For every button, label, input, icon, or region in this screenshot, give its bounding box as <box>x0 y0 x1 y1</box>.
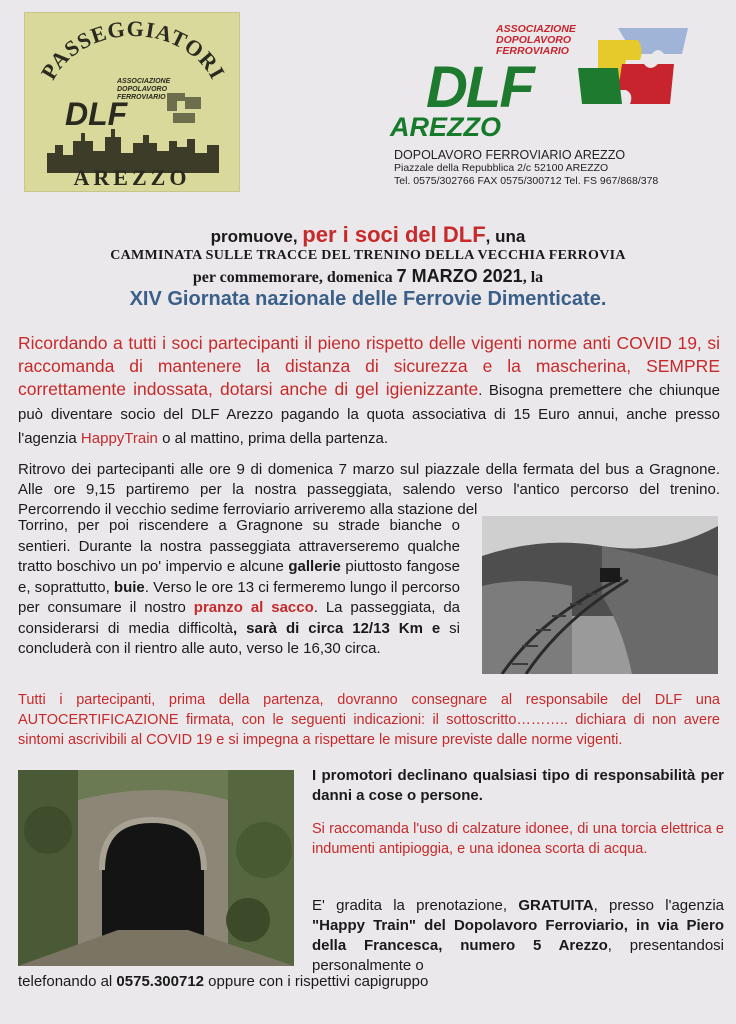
phone-number: 0575.300712 <box>116 973 205 990</box>
org-address: Piazzale della Repubblica 2/c 52100 AREZZO <box>394 162 609 174</box>
headline-line-1 <box>0 222 736 248</box>
equipment-paragraph: Si raccomanda l'uso di calzature idonee, di una torcia elettrica e indumenti antipioggia, e una idonea scorta di acqua. <box>312 821 724 857</box>
booking-agency: "Happy Train" del Dopolavoro Ferroviario, in via Piero della Francesca, numero 5 Arezzo <box>312 917 724 954</box>
walk-text-a: Torrino, per poi riscendere a Gragnone su strade bianche o sentieri. Durante la nostra passeggiata attraverseremo qualche tratto boschivo un po' impervio e alcune <box>18 517 460 575</box>
logo-right-assoc-1: ASSOCIAZIONE <box>496 23 576 35</box>
walk-gallerie: gallerie <box>288 558 341 575</box>
covid-red-text: Ricordando a tutti i soci partecipanti il pieno rispetto delle vigenti norme anti COVID 19, si raccomanda di mantenere la distanza di sicurezza e la mascherina, SEMPRE correttamente indossata, dotarsi anche di gel igienizzante <box>18 333 720 399</box>
disclaimer-paragraph: I promotori declinano qualsiasi tipo di responsabilità per danni a cose o persone. <box>312 767 724 804</box>
phone-text-b: oppure con i rispettivi capigruppo <box>204 973 429 990</box>
headline-una: , una <box>485 227 526 246</box>
headline-date: 7 MARZO 2021 <box>396 266 523 286</box>
logo-passeggiatori <box>24 12 240 192</box>
logo-left-city: AREZZO <box>73 165 191 190</box>
booking-gratuita: GRATUITA <box>518 897 594 914</box>
logo-right-assoc-3: FERROVIARIO <box>496 45 569 57</box>
phone-text-a: telefonando al <box>18 973 117 990</box>
puzzle-icon <box>167 93 201 123</box>
headline-soci: per i soci del DLF <box>302 222 486 247</box>
walk-paragraph <box>18 516 460 660</box>
walk-text-e: si concluderà con il rientro alle auto, verso le 16,30 circa. <box>18 619 461 657</box>
covid-membership-text: . Bisogna premettere che chiunque può diventare socio del DLF Arezzo pagando la quota associativa di 15 Euro annui, anche presso l'agenzia <box>18 382 720 447</box>
booking-paragraph <box>312 896 724 976</box>
headline-line-2: CAMMINATA SULLE TRACCE DEL TRENINO DELLA VECCHIA FERROVIA <box>110 248 626 263</box>
tunnel-photo <box>18 770 294 966</box>
covid-paragraph <box>18 332 720 450</box>
logo-arc-text: PASSEGGIATORI <box>35 15 231 84</box>
booking-text-c: , presentandosi personalmente o <box>312 937 724 974</box>
logo-left-brand: DLF <box>65 96 128 132</box>
puzzle-logo-icon <box>578 20 698 120</box>
headline-commemorare: per commemorare, domenica <box>192 269 397 286</box>
covid-morning-text: o al mattino, prima della partenza. <box>157 430 389 447</box>
walk-distance: , sarà di circa 12/13 Km e <box>233 619 441 637</box>
headline-promuove: promuove, <box>210 227 303 246</box>
logo-left-assoc-2: DOPOLAVORO <box>117 86 168 93</box>
headline-la: , la <box>522 269 544 286</box>
logo-right-brand: DLF <box>426 55 533 120</box>
logo-right-assoc <box>496 24 576 57</box>
autocertification-paragraph: Tutti i partecipanti, prima della partenza, dovranno consegnare al responsabile del DLF una AUTOCERTIFICAZIONE firmata, con le seguenti indicazioni: il sottoscritto……….. dichiara di non avere sintomi ascrivibili al COVID 19 e si impegna a rispettare le misure previste dalle norme vigenti. <box>18 692 720 748</box>
booking-text-a: E' gradita la prenotazione, <box>312 897 519 914</box>
org-name: DOPOLAVORO FERROVIARIO AREZZO <box>394 148 626 162</box>
headline-event-title: XIV Giornata nazionale delle Ferrovie Dimenticate. <box>129 288 607 310</box>
phone-paragraph <box>18 972 720 992</box>
walk-text-c: . Verso le ore 13 ci fermeremo lungo il percorso per consumare il nostro <box>18 578 461 616</box>
logo-left-assoc-1: ASSOCIAZIONE <box>117 78 171 85</box>
walk-text-b: piuttosto fangose e, soprattutto, <box>18 558 460 596</box>
headline-line-3 <box>0 266 736 287</box>
covid-happytrain: HappyTrain <box>80 430 158 447</box>
railway-track-photo <box>482 516 718 674</box>
logo-right-city: AREZZO <box>390 112 501 142</box>
logo-right-assoc-2: DOPOLAVORO <box>496 34 572 46</box>
walk-pranzo: pranzo al sacco <box>193 599 314 616</box>
walk-text-d: . La passeggiata, da considerarsi di media difficoltà <box>18 599 461 637</box>
logo-left-assoc-3: FERROVIARIO <box>117 94 166 101</box>
org-phones: Tel. 0575/302766 FAX 0575/300712 Tel. FS 967/868/378 <box>394 175 659 187</box>
meeting-paragraph: Ritrovo dei partecipanti alle ore 9 di domenica 7 marzo sul piazzale della fermata del bus a Gragnone. Alle ore 9,15 partiremo per la nostra passeggiata, salendo verso l'antico percorso del trenino. Percorrendo il vecchio sedime ferroviario arriveremo alla stazione del <box>18 461 720 518</box>
booking-text-b: , presso l'agenzia <box>593 897 725 914</box>
org-info <box>394 148 724 188</box>
svg-text:PASSEGGIATORI <box>36 16 231 84</box>
walk-buie: buie <box>113 578 145 596</box>
logo-dlf-arezzo <box>388 20 698 145</box>
